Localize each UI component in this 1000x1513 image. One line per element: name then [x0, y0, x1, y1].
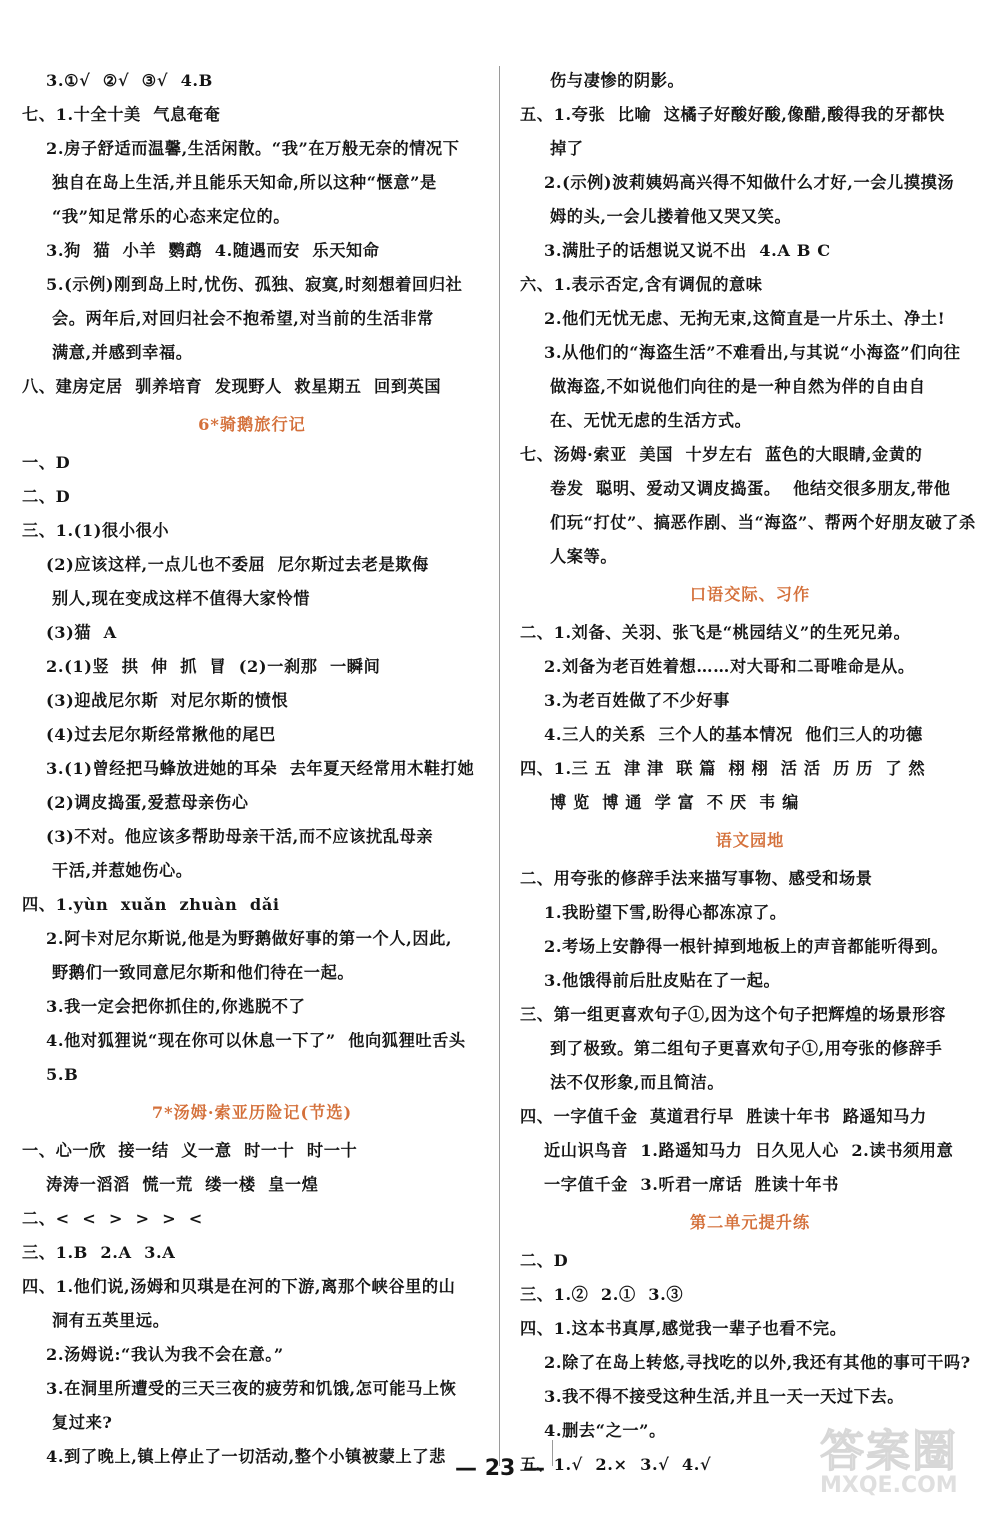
answer-line: 三、第一组更喜欢句子①,因为这个句子把辉煌的场景形容 [520, 1005, 946, 1024]
answer-line: 满意,并感到幸福。 [52, 343, 193, 362]
answer-line: 做海盗,不如说他们向往的是一种自然为伴的自由自 [550, 377, 926, 396]
answer-line: 四、一字值千金 莫道君行早 胜读十年书 路遥知马力 [520, 1107, 927, 1126]
answer-line: 2.除了在岛上转悠,寻找吃的以外,我还有其他的事可干吗? [544, 1353, 971, 1372]
answer-line: 野鹅们一致同意尼尔斯和他们待在一起。 [52, 963, 355, 982]
answer-line: 人案等。 [550, 547, 618, 566]
answer-line: 三、1.B 2.A 3.A [22, 1243, 176, 1262]
answer-line: 近山识鸟音 1.路遥知马力 日久见人心 2.读书须用意 [544, 1141, 954, 1160]
answer-line: 六、1.表示否定,含有调侃的意味 [520, 275, 763, 294]
answer-line: “我”知足常乐的心态来定位的。 [52, 207, 291, 226]
answer-line: 3.(1)曾经把马蜂放进她的耳朵 去年夏天经常用木鞋打她 [46, 759, 475, 778]
answer-line: 3.从他们的“海盗生活”不难看出,与其说“小海盗”们向往 [544, 343, 961, 362]
answer-line: 2.刘备为老百姓着想……对大哥和二哥唯命是从。 [544, 657, 915, 676]
page-number: — 23 — [455, 1456, 545, 1481]
answer-line: 五、1.√ 2.× 3.√ 4.√ [520, 1455, 712, 1474]
watermark-logo [820, 1415, 990, 1505]
answer-line: (2)应该这样,一点儿也不委屈 尼尔斯过去老是欺侮 [46, 555, 429, 574]
answer-line: 二、用夸张的修辞手法来描写事物、感受和场景 [520, 869, 873, 888]
answer-line: 会。两年后,对回归社会不抱希望,对当前的生活非常 [52, 309, 434, 328]
answer-line: 2.房子舒适而温馨,生活闲散。“我”在万般无奈的情况下 [46, 139, 460, 158]
answer-line: (2)调皮捣蛋,爱惹母亲伤心 [46, 793, 249, 812]
answer-line: 二、1.刘备、关羽、张飞是“桃园结义”的生死兄弟。 [520, 623, 911, 642]
answer-line: 4.三人的关系 三个人的基本情况 他们三人的功德 [544, 725, 923, 744]
answer-line: 5.(示例)刚到岛上时,忧伤、孤独、寂寞,时刻想着回归社 [46, 275, 463, 294]
answer-line: 们玩“打仗”、搞恶作剧、当“海盗”、帮两个好朋友破了杀 [550, 513, 976, 532]
answer-line: 3.狗 猫 小羊 鹦鹉 4.随遇而安 乐天知命 [46, 241, 380, 260]
answer-line: 二、< < > > > < [22, 1209, 203, 1228]
answer-line: (4)过去尼尔斯经常揪他的尾巴 [46, 725, 276, 744]
left-answer-column [22, 64, 482, 1466]
answer-line: 法不仅形象,而且简洁。 [550, 1073, 725, 1092]
answer-line: (3)迎战尼尔斯 对尼尔斯的愤恨 [46, 691, 289, 710]
answer-line: 4.到了晚上,镇上停止了一切活动,整个小镇被蒙上了悲 [46, 1447, 446, 1466]
answer-line: 八、建房定居 驯养培育 发现野人 救星期五 回到英国 [22, 377, 442, 396]
section-heading: 第二单元提升练 [689, 1213, 811, 1232]
answer-line: 掉了 [550, 139, 584, 158]
answer-line: 四、1.yùn xuǎn zhuàn dǎi [22, 895, 280, 914]
section-heading: 7*汤姆·索亚历险记(节选) [151, 1103, 353, 1122]
answer-line: 四、1.三 五 津 津 联 篇 栩 栩 活 活 历 历 了 然 [520, 759, 926, 778]
answer-line: 伤与凄惨的阴影。 [550, 71, 685, 90]
answer-line: 独自在岛上生活,并且能乐天知命,所以这种“惬意”是 [52, 173, 437, 192]
answer-line: 三、1.(1)很小很小 [22, 521, 170, 540]
answer-line: 卷发 聪明、爱动又调皮捣蛋。 他结交很多朋友,带他 [550, 479, 951, 498]
answer-line: 一、D [22, 453, 71, 472]
column-divider [499, 66, 500, 1466]
right-answer-column [520, 64, 980, 1474]
section-heading: 语文园地 [715, 831, 785, 850]
answer-line: 4.删去“之一”。 [544, 1421, 666, 1440]
answer-line: 涛涛一滔滔 慌一荒 缕一楼 皇一煌 [46, 1175, 319, 1194]
answer-line: 二、D [22, 487, 71, 506]
answer-line: 复过来? [52, 1413, 113, 1432]
answer-line: 一字值千金 3.听君一席话 胜读十年书 [544, 1175, 839, 1194]
watermark-url: MXQE.COM [820, 1473, 958, 1498]
answer-line: 2.(示例)波莉姨妈高兴得不知做什么才好,一会儿摸摸汤 [544, 173, 955, 192]
answer-line: 四、1.这本书真厚,感觉我一辈子也看不完。 [520, 1319, 847, 1338]
watermark-logo-text: 答案圈 [820, 1426, 958, 1477]
answer-line: 3.满肚子的话想说又说不出 4.A B C [544, 241, 831, 260]
answer-line: 1.我盼望下雪,盼得心都冻凉了。 [544, 903, 787, 922]
answer-line: 七、1.十全十美 气息奄奄 [22, 105, 221, 124]
answer-line: 5.B [46, 1065, 79, 1084]
section-heading: 口语交际、习作 [689, 585, 811, 604]
answer-line: 到了极致。第二组句子更喜欢句子①,用夸张的修辞手 [550, 1039, 943, 1058]
answer-line: 博 览 博 通 学 富 不 厌 韦 编 [550, 793, 799, 812]
answer-line: 2.汤姆说:“我认为我不会在意。” [46, 1345, 284, 1364]
answer-line: 四、1.他们说,汤姆和贝琪是在河的下游,离那个峡谷里的山 [22, 1277, 456, 1296]
section-heading: 6*骑鹅旅行记 [198, 415, 306, 434]
answer-line: 3.在洞里所遭受的三天三夜的疲劳和饥饿,怎可能马上恢 [46, 1379, 457, 1398]
answer-line: 干活,并惹她伤心。 [52, 861, 193, 880]
answer-line: 二、D [520, 1251, 569, 1270]
answer-line: 2.考场上安静得一根针掉到地板上的声音都能听得到。 [544, 937, 949, 956]
answer-line: 一、心一欣 接一结 义一意 时一十 时一十 [22, 1141, 358, 1160]
answer-line: 洞有五英里远。 [52, 1311, 170, 1330]
answer-line: 4.他对狐狸说“现在你可以休息一下了” 他向狐狸吐舌头 [46, 1031, 466, 1050]
answer-line: 2.(1)竖 拱 伸 抓 冒 (2)一刹那 一瞬间 [46, 657, 381, 676]
answer-line: 在、无忧无虑的生活方式。 [550, 411, 752, 430]
answer-line: 别人,现在变成这样不值得大家怜惜 [52, 589, 311, 608]
answer-line: 七、汤姆·索亚 美国 十岁左右 蓝色的大眼睛,金黄的 [520, 445, 923, 464]
answer-line: 3.他饿得前后肚皮贴在了一起。 [544, 971, 781, 990]
answer-line: 3.①√ ②√ ③√ 4.B [46, 71, 213, 90]
answer-line: 2.阿卡对尼尔斯说,他是为野鹅做好事的第一个人,因此, [46, 929, 453, 948]
answer-line: 3.我一定会把你抓住的,你逃脱不了 [46, 997, 306, 1016]
answer-line: (3)不对。他应该多帮助母亲干活,而不应该扰乱母亲 [46, 827, 434, 846]
answer-line: 3.我不得不接受这种生活,并且一天一天过下去。 [544, 1387, 905, 1406]
answer-line: 2.他们无忧无虑、无拘无束,这简直是一片乐土、净土! [544, 309, 946, 328]
answer-line: 3.为老百姓做了不少好事 [544, 691, 730, 710]
answer-line: 姆的头,一会儿搂着他又哭又笑。 [550, 207, 792, 226]
answer-line: 三、1.② 2.① 3.③ [520, 1285, 684, 1304]
answer-line: 五、1.夸张 比喻 这橘子好酸好酸,像醋,酸得我的牙都快 [520, 105, 945, 124]
answer-line: (3)猫 A [46, 623, 117, 642]
